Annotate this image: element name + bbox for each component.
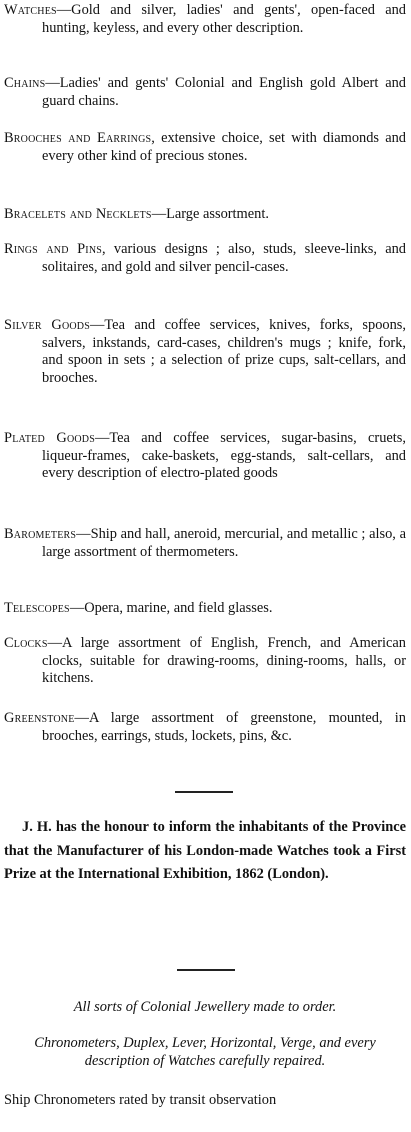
item-bracelets <box>4 206 406 224</box>
notice-text: J. H. has the honour to inform the inhabitants of the Province that the Manufacturer of his London-made Watches took a First Prize at the International Exhibition, 1862 (London). <box>4 819 406 882</box>
item-plated-goods <box>4 430 406 483</box>
item-text: —Opera, marine, and field glasses. <box>69 600 273 616</box>
item-heading: Rings and Pins <box>4 241 103 257</box>
item-rings <box>4 241 406 276</box>
item-heading: Plated Goods <box>4 430 95 446</box>
item-heading: Chains <box>4 75 46 91</box>
item-heading: Watches <box>4 2 57 18</box>
item-greenstone <box>4 710 406 745</box>
item-text: —A large assortment of English, French, and American clocks, suitable for drawing-rooms, dining-rooms, halls, or kitchens. <box>42 635 406 686</box>
item-heading: Telescopes <box>4 600 70 616</box>
item-clocks <box>4 635 406 688</box>
repairs-paragraph: Chronometers, Duplex, Lever, Horizontal, Verge, and every description of Watches carefully repaired. <box>34 1035 376 1069</box>
ship-chronometers-line: Ship Chronometers rated by transit observation <box>4 1092 277 1108</box>
item-heading: Bracelets and Necklets <box>4 206 152 222</box>
item-text: —Gold and silver, ladies' and gents', open-faced and hunting, keyless, and every other description. <box>42 2 406 36</box>
item-watches <box>4 2 406 37</box>
item-text: —Tea and coffee services, knives, forks, spoons, salvers, inkstands, card-cases, children's mugs ; knife, fork, and spoon in sets ; a selection of prize cups, salt-cellars, and brooches. <box>42 317 406 386</box>
divider-rule <box>177 969 235 971</box>
item-text: —Large assortment. <box>151 206 269 222</box>
item-heading: Barometers <box>4 526 77 542</box>
item-text: , various designs ; also, studs, sleeve-links, and solitaires, and gold and silver pencil-cases. <box>42 241 406 275</box>
item-text: —A large assortment of greenstone, mounted, in brooches, earrings, studs, lockets, pins, &c. <box>42 710 406 744</box>
item-text: —Ladies' and gents' Colonial and English gold Albert and guard chains. <box>42 75 406 109</box>
item-telescopes <box>4 600 406 618</box>
notice-paragraph <box>4 816 406 887</box>
item-text: , extensive choice, set with diamonds and every other kind of precious stones. <box>42 130 407 164</box>
colonial-jewellery-line: All sorts of Colonial Jewellery made to order. <box>73 999 337 1015</box>
item-heading: Greenstone <box>4 710 75 726</box>
item-silver-goods <box>4 317 406 387</box>
item-text: —Tea and coffee services, sugar-basins, cruets, liqueur-frames, cake-baskets, egg-stands, salt-cellars, and every description of electro-plated goods <box>42 430 406 481</box>
item-text: —Ship and hall, aneroid, mercurial, and metallic ; also, a large assortment of thermometers. <box>42 526 406 560</box>
divider-rule <box>175 791 233 793</box>
item-heading: Silver Goods <box>4 317 90 333</box>
item-heading: Brooches and Earrings <box>4 130 152 146</box>
item-brooches <box>4 130 406 165</box>
item-heading: Clocks <box>4 635 48 651</box>
item-chains <box>4 75 406 110</box>
item-barometers <box>4 526 406 561</box>
